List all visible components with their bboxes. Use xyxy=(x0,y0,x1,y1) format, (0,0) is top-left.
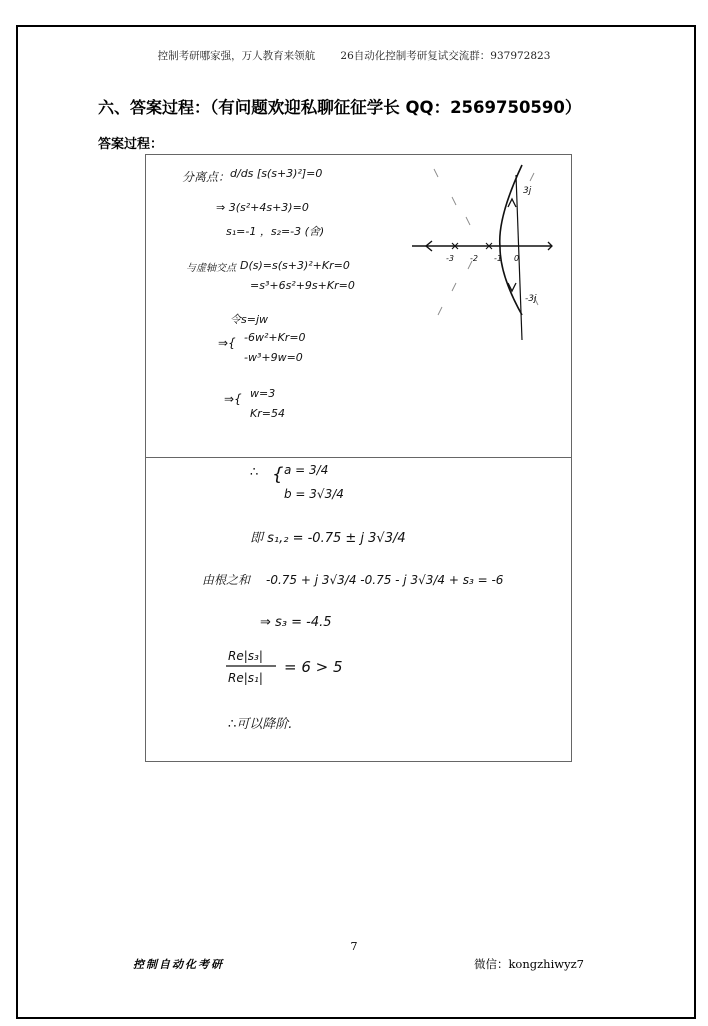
system-equation-1: -6w²+Kr=0 xyxy=(244,331,306,344)
section-heading: 六、答案过程： xyxy=(98,98,211,117)
therefore-symbol: ∴ xyxy=(250,465,259,480)
conclusion: ∴可以降阶. xyxy=(228,717,293,732)
footer-left-text: 控制自动化考研 xyxy=(133,958,224,971)
imag-axis-label: 与虚轴交点 xyxy=(186,263,236,274)
footer-right-text: 微信：kongzhiwyz7 xyxy=(473,957,584,971)
handwriting-panel-2-svg xyxy=(146,458,572,762)
answer-label: 答案过程： xyxy=(98,137,164,152)
brace: { xyxy=(272,464,284,485)
separation-equation: d/ds [s(s+3)²]=0 xyxy=(230,167,323,180)
ratio-value: = 6 > 5 xyxy=(284,658,343,676)
roots-equation: s₁=-1 ，s₂=-3 (舍) xyxy=(226,225,325,238)
root-sum-label: 由根之和 xyxy=(202,573,251,587)
plot-label-minus-2: -2 xyxy=(470,254,478,263)
header-left-text: 控制考研哪家强，万人教育来领航 xyxy=(157,50,316,62)
section-contact-note: （有问题欢迎私聊征征学长 QQ：2569750590） xyxy=(210,98,582,117)
result-w: w=3 xyxy=(250,387,276,400)
derivative-equation: ⇒ 3(s²+4s+3)=0 xyxy=(216,201,309,214)
plot-label-minus-3: -3 xyxy=(446,254,454,263)
handwriting-panel-2 xyxy=(145,458,572,762)
plot-label-minus-3j: -3j xyxy=(525,294,537,304)
char-equation-1: D(s)=s(s+3)²+Kr=0 xyxy=(240,259,350,272)
handwriting-panel-1 xyxy=(145,154,572,458)
result-kr: Kr=54 xyxy=(250,407,285,420)
system-equation-2: -w³+9w=0 xyxy=(244,351,303,364)
result-brace-arrow: ⇒{ xyxy=(224,392,242,406)
let-s-equation: 令s=jw xyxy=(230,313,269,326)
plot-label-zero: 0 xyxy=(514,254,520,263)
locus-upper-arrowhead xyxy=(508,199,516,207)
s3-equation: ⇒ s₃ = -4.5 xyxy=(260,615,332,630)
system-brace-arrow: ⇒{ xyxy=(218,336,236,350)
separation-point-label: 分离点： xyxy=(182,170,231,184)
s12-equation: 即 s₁,₂ = -0.75 ± j 3√3/4 xyxy=(250,531,406,546)
root-sum-equation: -0.75 + j 3√3/4 -0.75 - j 3√3/4 + s₃ = -6 xyxy=(266,573,504,587)
b-value: b = 3√3/4 xyxy=(284,487,344,501)
handwriting-panel-1-svg xyxy=(146,155,572,458)
plot-label-minus-1: -1 xyxy=(494,254,502,263)
plot-label-3j: 3j xyxy=(523,186,532,196)
ratio-numerator: Re|s₃| xyxy=(228,649,263,663)
page-header xyxy=(0,48,708,63)
a-value: a = 3/4 xyxy=(284,463,329,477)
char-equation-2: =s³+6s²+9s+Kr=0 xyxy=(250,279,355,292)
header-right-text: 26自动化控制考研复试交流群：937972823 xyxy=(340,50,551,62)
ratio-denominator: Re|s₁| xyxy=(228,671,263,685)
page-number: 7 xyxy=(350,940,358,953)
section-title xyxy=(98,94,581,118)
